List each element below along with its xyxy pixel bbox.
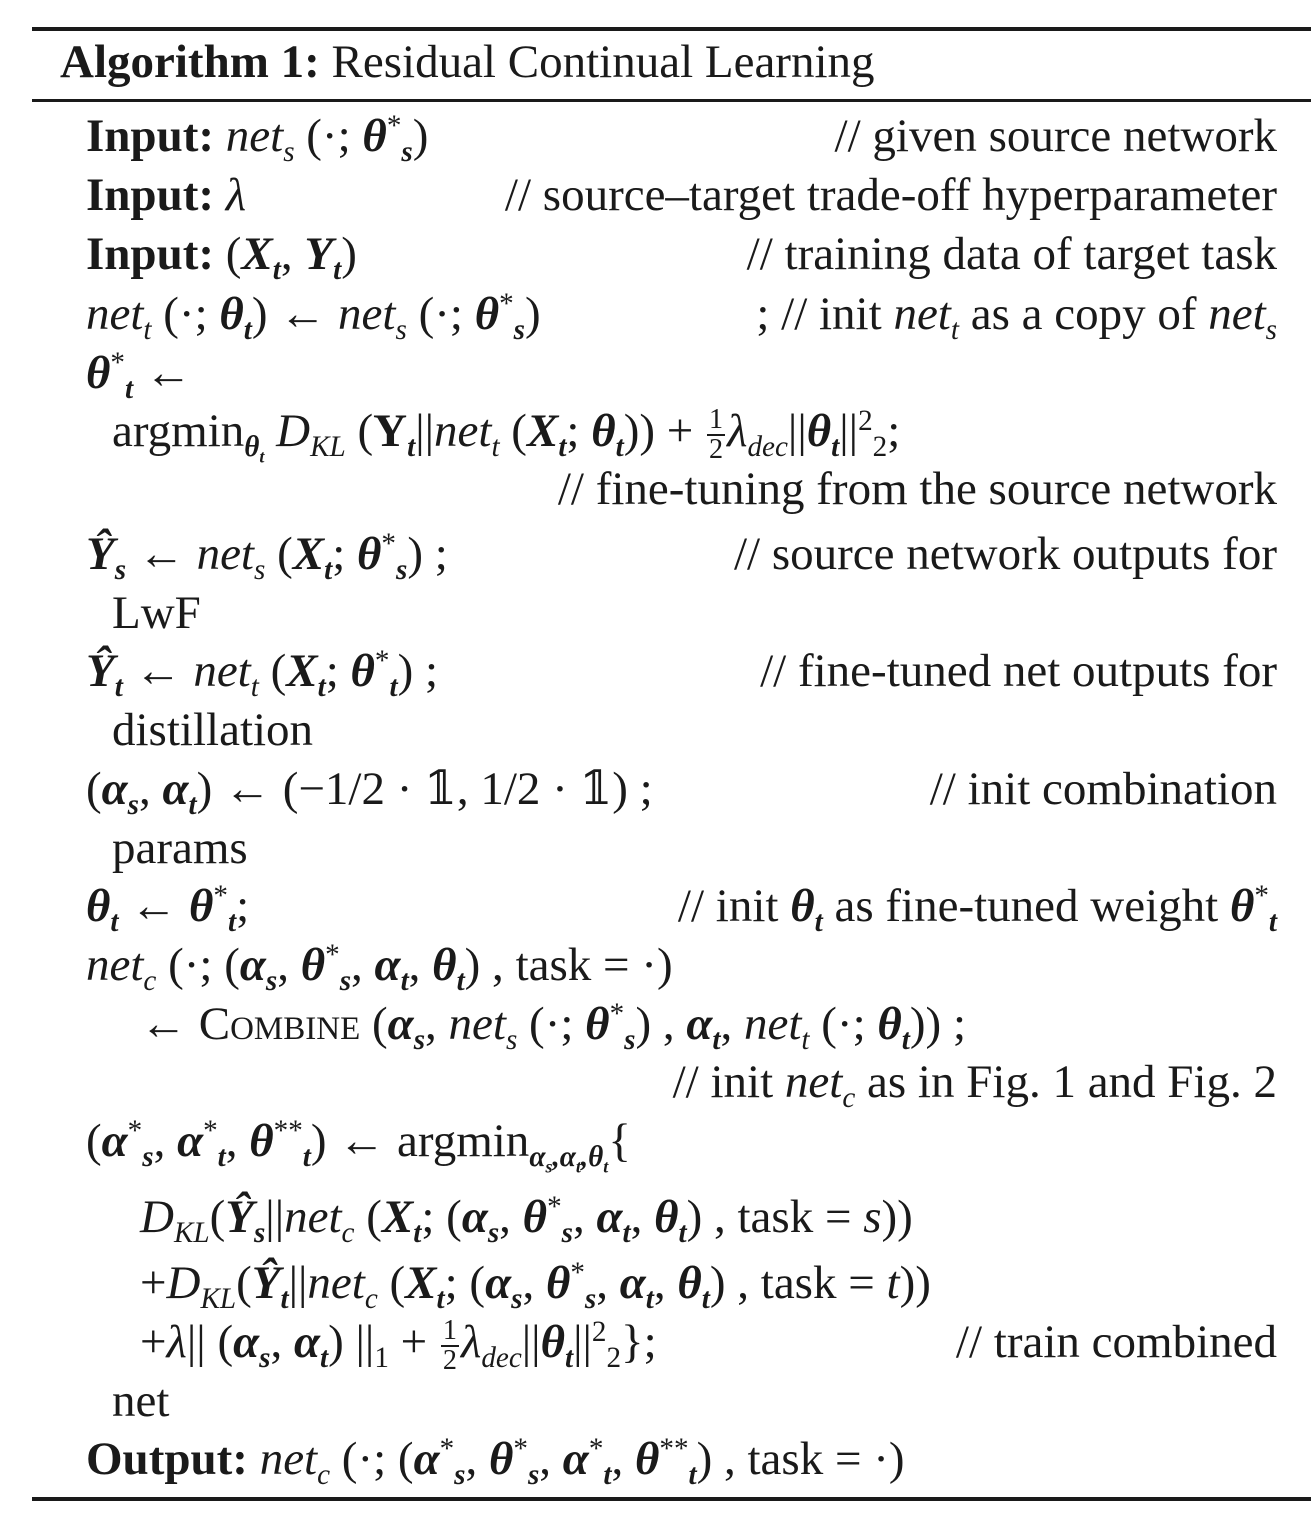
comment: // train combined [955,1316,1277,1368]
comment: as fine-tuned weight [822,880,1230,932]
comment: LwF [112,587,201,639]
algo-line-netc-def: net$_c$ (·; ($\alpha_s$, $\theta^*_s$, $\alpha_t$, $\theta_t$) , task = ·) [86,938,673,998]
task-label: task [515,939,592,991]
comment: // source network outputs for [733,528,1277,580]
algorithm-name: Residual Continual Learning [331,36,875,88]
header-rule [32,99,1311,102]
algo-line-regularizer: +λ|| ($\alpha_s$, $\alpha_t$) $||_1$ + $\frac{1}{2}$ $\lambda_{dec}||\theta_t||^2_2$}; // train combined [140,1313,1277,1371]
comment: // init [672,1056,785,1108]
algo-line-train-argmin: ($\alpha^*_s$, $\alpha^*_t$, $\theta^{**}_t$) ← argmin$_{\alpha_s,\alpha_t,\theta_t}${ [86,1114,631,1177]
combine-function: Combine [198,998,361,1050]
algorithm-label: Algorithm 1: [60,36,320,88]
comment: distillation [112,704,314,756]
algo-line-theta-star: $\theta^*_t$ ← [86,346,192,406]
comment: // fine-tuned net outputs for [760,645,1277,697]
top-rule [32,27,1311,31]
algo-line-comment-wrap [112,584,1277,642]
algo-line-input-lambda: Input: λ // source–target trade-off hyperparameter [86,166,1277,224]
algo-line-init-alpha: ($\alpha_s$, $\alpha_t$) ← (−1/2 · 𝟙, 1/2 · 𝟙) ; // init combination [86,760,1277,818]
comment: ; // init [756,288,894,340]
algo-line-comment-combine: // init net$_c$ as in Fig. 1 and Fig. 2 [672,1056,1277,1115]
comment: as in Fig. 1 and Fig. 2 [855,1056,1277,1108]
algorithm-title [60,33,875,91]
comment: // given source network [834,110,1277,162]
output-keyword: Output: [86,1433,248,1485]
bottom-rule [32,1497,1311,1501]
task-label: task [760,1257,837,1309]
algo-line-init-copy: net$_t$ (·; $\theta_t$) ← net$_s$ (·; $\theta^*_s$) ; // init net$_t$ as a copy of net$_s$ [86,287,1277,347]
algo-line-loss-source: $D_{KL}(Ŷ_s||net_c$ ($X_t$; ($\alpha_s$, $\theta^*_s$, $\alpha_t$, $\theta_t$) , task = s)) [140,1190,913,1250]
algo-line-input-data: Input: ($X_t$, $Y_t$) // training data of target task [86,225,1277,283]
task-label: task [737,1191,814,1243]
algo-line-init-theta: $\theta_t$ ← $\theta^*_t$; // init $\theta_t$ as fine-tuned weight $\theta^*_t$ [86,879,1277,939]
comment: as a copy of [958,288,1209,340]
comment: net [112,1375,170,1427]
comment: params [112,822,248,874]
algo-line-comment-wrap [112,819,1277,877]
input-keyword: Input: [86,228,215,280]
argmin-operator: argmin [112,405,245,457]
algo-line-comment-wrap [112,1372,1277,1430]
algo-line-argmin-finetune: argmin$_{\theta_t}$ $D_{KL}$ ($Y_t||net_t$ ($X_t$; $\theta_t$)) + $\frac{1}{2}$ $\lambda_{dec}||\theta_t||^2_2$; [112,404,901,467]
comment: // source–target trade-off hyperparameter [504,169,1277,221]
task-label: task [747,1433,824,1485]
comment: // training data of target task [746,228,1277,280]
algo-line-combine: ← Combine ($\alpha_s$, net$_s$ (·; $\theta^*_s$) , $\alpha_t$, net$_t$ (·; $\theta_t$)) ; [140,997,967,1057]
algo-line-comment-finetune [86,460,1277,518]
algo-line-comment-wrap [112,701,1277,759]
comment: // fine-tuning from the source network [557,463,1277,515]
argmin-operator: argmin [397,1115,530,1167]
algo-line-input-source: Input: net$_s$ (·; $\theta^*_s$) // given source network [86,107,1277,165]
comment: // init combination [929,763,1277,815]
algo-line-source-outputs: $Ŷ_s$ ← net$_s$ ($X_t$; $\theta^*_s$) ; // source network outputs for [86,525,1277,583]
algo-line-output: Output: net$_c$ (·; ($\alpha^*_s$, $\theta^*_s$, $\alpha^*_t$, $\theta^{**}_t$) , task = ·) [86,1432,905,1492]
algo-line-finetuned-outputs: $Ŷ_t$ ← net$_t$ ($X_t$; $\theta^*_t$) ; // fine-tuned net outputs for [86,642,1277,700]
algo-line-loss-target: $+D_{KL}(Ŷ_t||net_c$ ($X_t$; ($\alpha_s$, $\theta^*_s$, $\alpha_t$, $\theta_t$) , task = t)) [140,1256,931,1316]
input-keyword: Input: [86,110,215,162]
input-keyword: Input: [86,169,215,221]
comment: // init [677,880,791,932]
